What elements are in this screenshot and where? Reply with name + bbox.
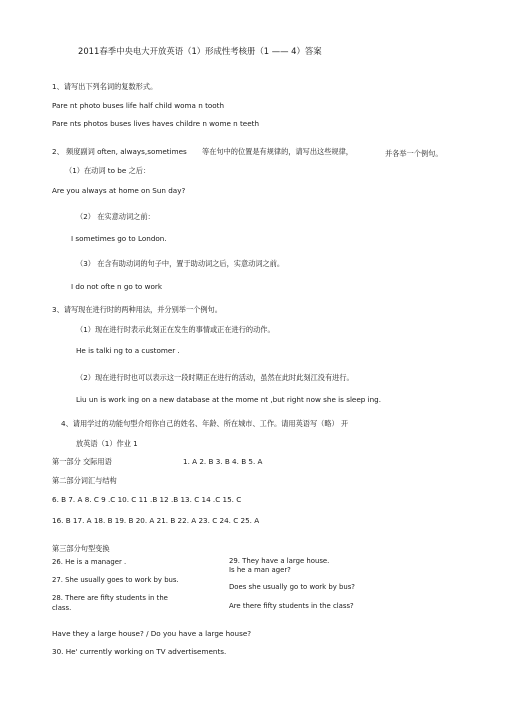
q2-rule3-example: I do not ofte n go to work	[71, 282, 163, 291]
q2-rule3-label: （3） 在含有助动词的句子中，置于助动词之后，实意动词之前。	[76, 259, 285, 268]
part2-answers-line1: 6. B 7. A 8. C 9 .C 10. C 11 .B 12 .B 13. C 14 .C 15. C	[52, 495, 242, 504]
part2-label: 第二部分词汇与结构	[52, 476, 117, 485]
q2-heading-part-c: 并各举一个例句。	[385, 149, 443, 158]
document-title: 2011春季中央电大开放英语（1）形成性考核册（1 —— 4）答案	[78, 46, 322, 56]
part3-label: 第三部分句型变换	[52, 544, 110, 553]
q4-heading: 4、请用学过的功能句型介绍你自己的姓名、年龄、所在城市、工作。请用英语写（略） 开	[61, 419, 349, 428]
answer-30: 30. He' currently working on TV advertisements.	[52, 647, 227, 656]
q2-rule2-example: I sometimes go to London.	[71, 234, 167, 243]
q2-heading-part-a: 2、 频度副词 often, always,sometimes	[52, 147, 187, 156]
q3-usage1-label: （1）现在进行时表示此刻正在发生的事情或正在进行的动作。	[76, 325, 275, 334]
answer-28-line1: 28. There are fifty students in the	[52, 594, 168, 602]
answer-27: 27. She usually goes to work by bus.	[52, 576, 179, 584]
part2-answers-line2: 16. B 17. A 18. B 19. B 20. A 21. B 22. A 23. C 24. C 25. A	[52, 516, 260, 525]
answer-29-line4: Are there fifty students in the class?	[229, 602, 354, 610]
q2-rule1-example: Are you always at home on Sun day?	[52, 186, 186, 195]
answer-26: 26. He is a manager .	[52, 558, 127, 566]
q2-rule2-label: （2） 在实意动词之前：	[76, 212, 155, 221]
q3-heading: 3、请写现在进行时的两种用法，并分别举一个例句。	[52, 305, 222, 314]
answer-29-line1: 29. They have a large house.	[229, 557, 330, 565]
q1-singular-nouns: Pare nt photo buses life half child woma n tooth	[52, 101, 225, 110]
q3-usage1-example: He is talki ng to a customer .	[76, 346, 180, 355]
part1-answers: 1. A 2. B 3. B 4. B 5. A	[183, 457, 263, 466]
q1-plural-nouns: Pare nts photos buses lives haves childre n wome n teeth	[52, 119, 260, 128]
homework1-heading: 放英语（1）作业 1	[76, 439, 138, 448]
q1-heading: 1、请写出下列名词的复数形式。	[52, 82, 158, 91]
answer-29-line3: Does she usually go to work by bus?	[229, 583, 355, 591]
q2-rule1-label: （1）在动词 to be 之后：	[65, 166, 151, 175]
answer-alternative: Have they a large house? / Do you have a large house?	[52, 629, 252, 638]
q3-usage2-example: Liu un is work ing on a new database at the mome nt ,but right now she is sleep ing.	[76, 395, 382, 404]
answer-29-line2: Is he a man ager?	[229, 566, 291, 574]
answer-28-line2: class.	[52, 604, 72, 612]
part1-label: 第一部分 交际用语	[52, 457, 112, 466]
q2-heading-part-b: 等在句中的位置是有规律的，请写出这些规律，	[202, 147, 353, 156]
q3-usage2-label: （2）现在进行时也可以表示这一段时期正在进行的活动，虽然在此时此刻江没有进行。	[76, 373, 354, 382]
